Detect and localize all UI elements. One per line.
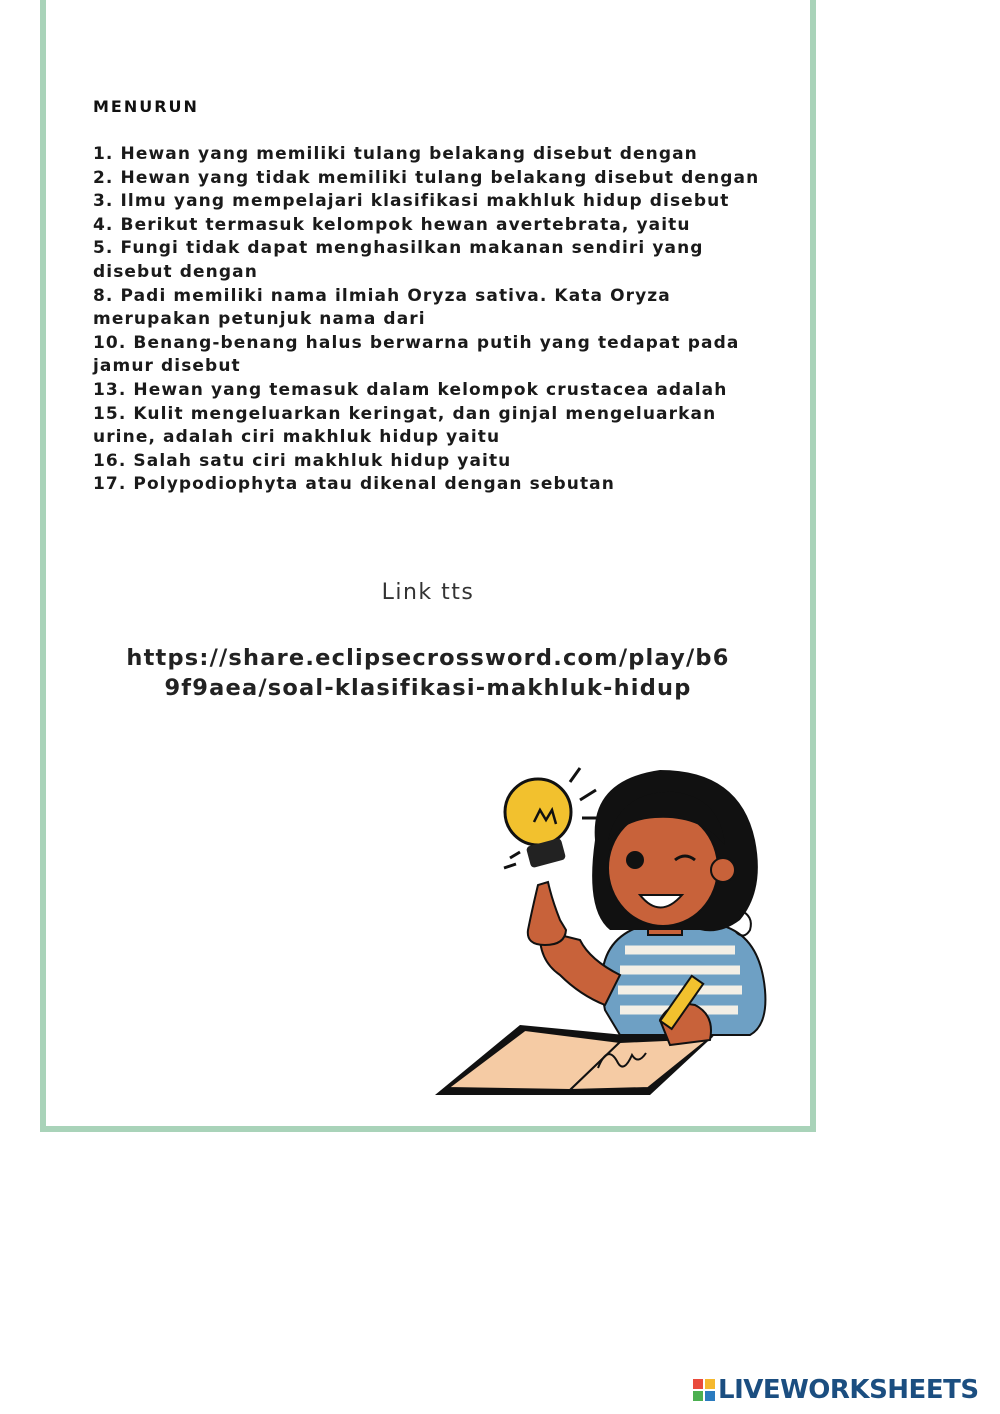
clue-item: 13. Hewan yang temasuk dalam kelompok crustacea adalah [93, 379, 728, 400]
link-label: Link tts [381, 580, 475, 605]
liveworksheets-brand[interactable] [693, 1374, 979, 1406]
clue-item: 5. Fungi tidak dapat menghasilkan makanan sendiri yang disebut dengan [93, 238, 704, 282]
clue-item: 16. Salah satu ciri makhluk hidup yaitu [93, 450, 512, 471]
clue-item: 10. Benang-benang halus berwarna putih yang tedapat pada jamur disebut [93, 332, 740, 377]
girl-with-lightbulb-writing-illustration [420, 760, 780, 1105]
brand-name: LIVEWORKSHEETS [718, 1375, 979, 1405]
clue-item: 2. Hewan yang tidak memiliki tulang belakang disebut dengan [93, 167, 760, 188]
clue-item: 17. Polypodiophyta atau dikenal dengan sebutan [93, 474, 615, 495]
clue-list [93, 143, 773, 497]
clue-item: 4. Berikut termasuk kelompok hewan avertebrata, yaitu [93, 214, 691, 235]
clue-item: 1. Hewan yang memiliki tulang belakang disebut dengan [93, 144, 698, 164]
liveworksheets-logo-icon [693, 1379, 715, 1401]
clue-item: 8. Padi memiliki nama ilmiah Oryza sativa. Kata Oryza merupakan petunjuk nama dari [93, 285, 671, 330]
clue-item: 15. Kulit mengeluarkan keringat, dan ginjal mengeluarkan urine, adalah ciri makhluk hidup yaitu [93, 403, 717, 448]
lightbulb-icon [504, 768, 600, 868]
crossword-link[interactable]: https://share.eclipsecrossword.com/play/b69f9aea/soal-klasifikasi-makhluk-hidup [126, 645, 730, 701]
section-heading: MENURUN [93, 97, 199, 116]
clue-item: 3. Ilmu yang mempelajari klasifikasi makhluk hidup disebut [93, 191, 730, 212]
